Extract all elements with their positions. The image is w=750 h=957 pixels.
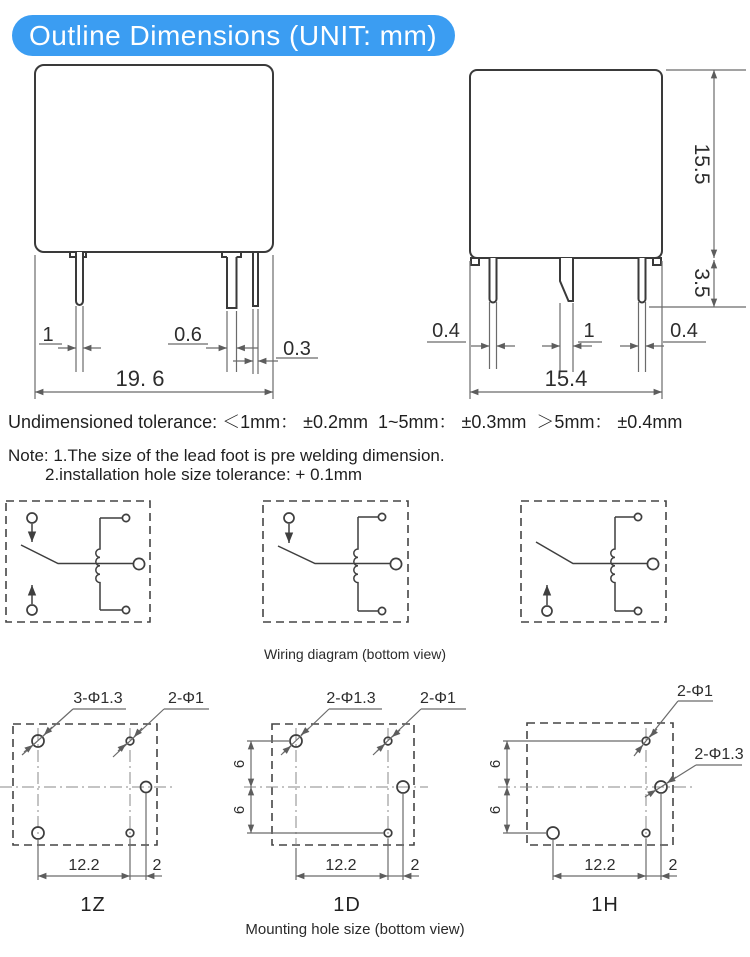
dim-side-body-height: 15.5	[690, 143, 713, 185]
dim-side-pin-mid: 1	[583, 320, 595, 342]
relay-front-view	[35, 65, 318, 399]
mounting-caption: Mounting hole size (bottom view)	[245, 921, 465, 938]
dim-1h-v2: 6	[487, 805, 504, 815]
dim-1d-offset: 2	[410, 857, 420, 874]
dim-front-pin1-width: 1	[42, 324, 54, 346]
dim-front-pin2-width: 0.6	[174, 324, 202, 346]
dim-1d-pitch: 12.2	[325, 857, 357, 874]
dim-1h-v1: 6	[487, 759, 504, 769]
mounting-holes-1d	[231, 690, 466, 916]
label-1z: 1Z	[80, 894, 106, 916]
dim-side-pin-right: 0.4	[670, 320, 698, 342]
note-line1: Note: 1.The size of the lead foot is pre welding dimension.	[8, 446, 445, 465]
tolerance-text: Undimensioned tolerance: ＜1mm： ±0.2mm 1~5mm： ±0.3mm ＞5mm： ±0.4mm	[8, 412, 683, 432]
label-1d: 1D	[333, 894, 361, 916]
label-1h: 1H	[591, 894, 619, 916]
dim-1h-pitch: 12.2	[584, 857, 616, 874]
dim-side-pin-left: 0.4	[432, 320, 460, 342]
wiring-diagram-1h	[521, 501, 666, 622]
callout-1d-phi1: 2-Φ1	[420, 690, 456, 707]
relay-side-view	[427, 70, 746, 399]
callout-1d-phi13: 2-Φ1.3	[326, 690, 376, 707]
dim-front-total-width: 19. 6	[115, 366, 165, 391]
callout-1z-phi13: 3-Φ1.3	[73, 690, 123, 707]
dim-side-pin-length: 3.5	[690, 268, 713, 298]
wiring-diagram-1d	[263, 501, 408, 622]
dim-1d-v2: 6	[231, 805, 248, 815]
dim-1d-v1: 6	[231, 759, 248, 769]
callout-1h-phi1: 2-Φ1	[677, 683, 713, 700]
note-line2: 2.installation hole size tolerance: + 0.1mm	[45, 465, 363, 484]
page-title: Outline Dimensions (UNIT: mm)	[12, 15, 455, 56]
dim-side-total-width: 15.4	[544, 366, 588, 391]
wiring-diagram-1z	[6, 501, 150, 622]
dim-1z-offset: 2	[152, 857, 162, 874]
callout-1z-phi1: 2-Φ1	[168, 690, 204, 707]
dim-1h-offset: 2	[668, 857, 678, 874]
mounting-holes-1z	[0, 690, 209, 916]
dim-1z-pitch: 12.2	[68, 857, 100, 874]
callout-1h-phi13: 2-Φ1.3	[694, 746, 744, 763]
mounting-holes-1h	[487, 683, 744, 916]
dim-front-pin3-width: 0.3	[283, 338, 311, 360]
wiring-caption: Wiring diagram (bottom view)	[263, 646, 447, 662]
